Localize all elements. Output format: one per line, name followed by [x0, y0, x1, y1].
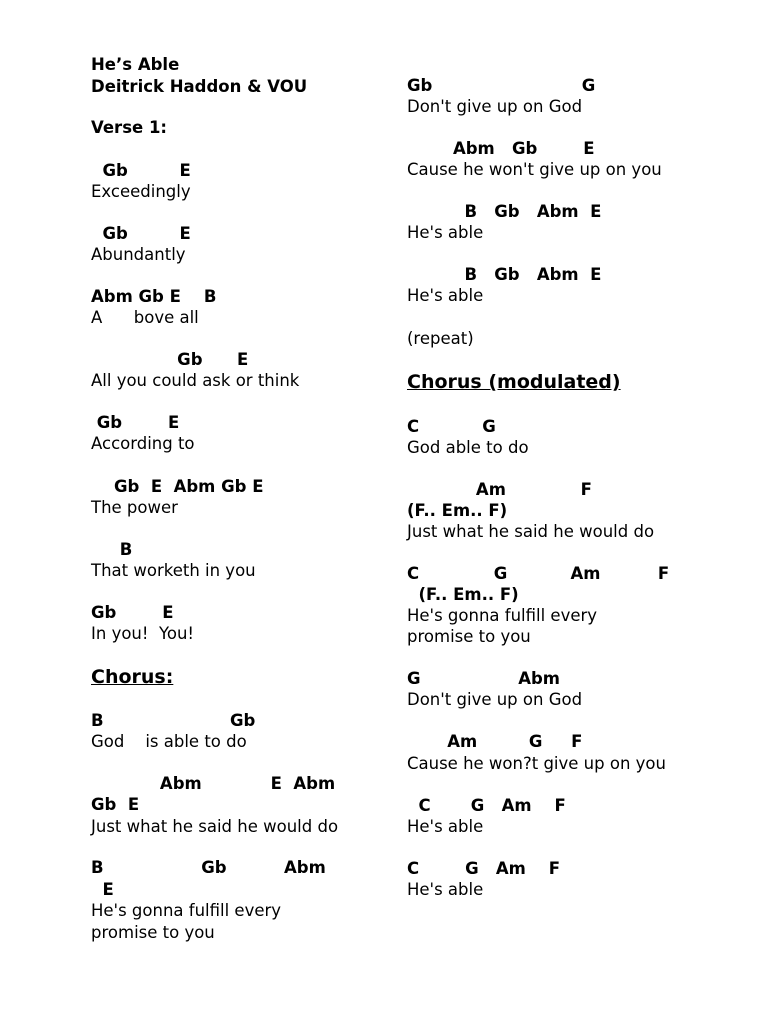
- chord-line: G Abm: [407, 669, 560, 688]
- chord-line: (F.. Em.. F): [407, 501, 508, 520]
- lyric-line: Cause he won't give up on you: [407, 160, 662, 179]
- chord-line: Gb G: [407, 76, 596, 95]
- chord-line: C G Am F: [407, 859, 561, 878]
- lyric-line: The power: [91, 498, 178, 517]
- chord-line: B Gb Abm E: [407, 202, 602, 221]
- chord-line: Gb E: [91, 795, 140, 814]
- lyric-line: A bove all: [91, 308, 199, 327]
- chord-line: B Gb Abm: [91, 858, 326, 877]
- chord-line: Gb E: [91, 350, 249, 369]
- lyric-line: promise to you: [407, 627, 531, 646]
- lyric-line: He's able: [407, 223, 484, 242]
- lyric-line: promise to you: [91, 923, 215, 942]
- lyric-line: He's able: [407, 286, 484, 305]
- lyric-line: Just what he said he would do: [91, 817, 339, 836]
- chord-line: (F.. Em.. F): [407, 585, 519, 604]
- section-heading-chorus-modulated: Chorus (modulated): [407, 371, 621, 393]
- lyric-line: He's gonna fulfill every: [407, 606, 598, 625]
- lyric-line: Abundantly: [91, 245, 186, 264]
- lyric-line: Just what he said he would do: [407, 522, 655, 541]
- chord-line: Am G F: [407, 732, 583, 751]
- lyric-line: God able to do: [407, 438, 529, 457]
- chord-line: Abm E Abm: [91, 774, 336, 793]
- chord-line: Abm Gb E: [407, 139, 595, 158]
- lyric-line: All you could ask or think: [91, 371, 300, 390]
- chord-line: Gb E: [91, 603, 174, 622]
- section-heading-verse: Verse 1:: [91, 118, 168, 137]
- repeat-note: (repeat): [407, 329, 474, 348]
- lyric-line: God is able to do: [91, 732, 247, 751]
- chord-line: Am F: [407, 480, 592, 499]
- chord-line: E: [91, 880, 114, 899]
- song-title: He’s Able: [91, 55, 180, 74]
- chord-line: C G Am F: [407, 564, 670, 583]
- chord-line: B: [91, 540, 133, 559]
- lyric-line: Don't give up on God: [407, 690, 583, 709]
- lyric-line: According to: [91, 434, 195, 453]
- lyric-line: Cause he won?t give up on you: [407, 754, 666, 773]
- lyric-line: He's able: [407, 817, 484, 836]
- chord-line: Gb E: [91, 413, 180, 432]
- chord-line: C G: [407, 417, 496, 436]
- chord-line: Gb E: [91, 224, 191, 243]
- lyric-line: He's gonna fulfill every: [91, 901, 282, 920]
- lyric-line: Exceedingly: [91, 182, 191, 201]
- lyric-line: Don't give up on God: [407, 97, 583, 116]
- chord-line: B Gb: [91, 711, 256, 730]
- chord-line: C G Am F: [407, 796, 566, 815]
- chord-line: Abm Gb E B: [91, 287, 217, 306]
- lyric-line: In you! You!: [91, 624, 195, 643]
- chord-line: B Gb Abm E: [407, 265, 602, 284]
- section-heading-chorus: Chorus:: [91, 666, 174, 688]
- chord-line: Gb E Abm Gb E: [91, 477, 264, 496]
- song-artist: Deitrick Haddon & VOU: [91, 77, 308, 96]
- lyric-line: That worketh in you: [91, 561, 256, 580]
- lyric-line: He's able: [407, 880, 484, 899]
- chord-line: Gb E: [91, 161, 191, 180]
